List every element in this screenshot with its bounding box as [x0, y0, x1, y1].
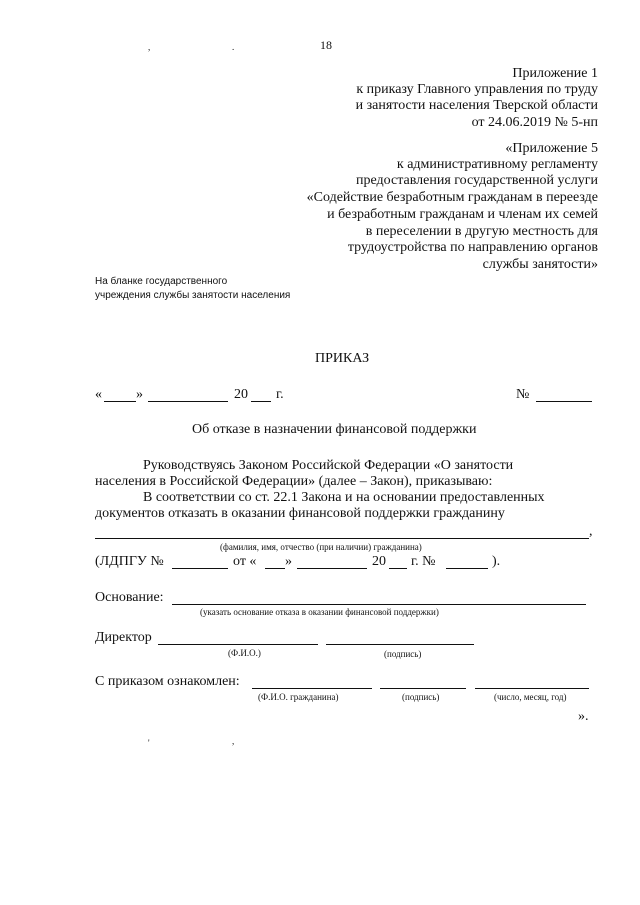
ldpgu-doc-number-field[interactable] — [446, 568, 488, 569]
blank-note-line: учреждения службы занятости населения — [95, 290, 291, 301]
scan-mark: ' — [148, 738, 150, 748]
appendix5-title: «Приложение 5 — [505, 141, 598, 156]
scan-mark: , — [232, 736, 235, 746]
appendix5-line: в переселении в другую местность для — [365, 224, 598, 239]
appendix5-line: и безработным гражданам и членам их семей — [327, 207, 598, 222]
paragraph-line: В соответствии со ст. 22.1 Закона и на основании предоставленных — [143, 490, 545, 505]
ldpgu-month-field[interactable] — [297, 568, 367, 569]
fio-caption: (фамилия, имя, отчество (при наличии) гражданина) — [220, 542, 422, 552]
acq-fio-caption: (Ф.И.О. гражданина) — [258, 692, 339, 702]
number-label: № — [516, 387, 530, 402]
director-label: Директор — [95, 630, 152, 645]
paragraph-line: документов отказать в оказании финансовой поддержки гражданину — [95, 506, 505, 521]
citizen-fio-field[interactable] — [95, 538, 589, 539]
paragraph-line: населения в Российской Федерации» (далее – Закон), приказываю: — [95, 474, 493, 489]
ldpgu-day-field[interactable] — [265, 568, 285, 569]
page-number: 18 — [320, 38, 332, 52]
month-field[interactable] — [148, 401, 228, 402]
year-field[interactable] — [251, 401, 271, 402]
order-number-field[interactable] — [536, 401, 592, 402]
ldpgu-number-field[interactable] — [172, 568, 228, 569]
ldpgu-year: 20 — [372, 554, 386, 569]
scan-mark: , — [148, 42, 151, 52]
appendix1-line: к приказу Главного управления по труду — [356, 82, 598, 97]
appendix5-line: трудоустройства по направлению органов — [347, 240, 598, 255]
scan-mark: . — [232, 42, 235, 52]
acq-date-caption: (число, месяц, год) — [494, 692, 567, 702]
order-subject: Об отказе в назначении финансовой поддержки — [192, 422, 477, 437]
basis-caption: (указать основание отказа в оказании финансовой поддержки) — [200, 607, 439, 617]
date-quote-open: « — [95, 387, 102, 402]
director-fio-caption: (Ф.И.О.) — [228, 648, 261, 658]
basis-field[interactable] — [172, 604, 586, 605]
director-sign-caption: (подпись) — [384, 649, 422, 659]
appendix1-title: Приложение 1 — [512, 66, 598, 81]
paragraph-line: Руководствуясь Законом Российской Федерации «О занятости — [143, 458, 514, 473]
appendix1-line: и занятости населения Тверской области — [355, 98, 598, 113]
blank-note-line: На бланке государственного — [95, 276, 228, 287]
appendix5-line: службы занятости» — [482, 257, 598, 272]
closing-quote: ». — [578, 709, 589, 724]
day-field[interactable] — [104, 401, 136, 402]
acquainted-label: С приказом ознакомлен: — [95, 674, 240, 689]
ldpgu-year-suffix: г. № — [411, 554, 436, 569]
acq-sign-field[interactable] — [380, 688, 466, 689]
director-sign-field[interactable] — [326, 644, 474, 645]
ldpgu-close: ). — [492, 554, 501, 569]
basis-label: Основание: — [95, 590, 164, 605]
fio-comma: , — [589, 524, 593, 539]
year-prefix: 20 — [234, 387, 248, 402]
appendix5-line: предоставления государственной услуги — [356, 173, 598, 188]
order-title: ПРИКАЗ — [315, 351, 370, 366]
director-fio-field[interactable] — [158, 644, 318, 645]
appendix5-line: к административному регламенту — [396, 157, 598, 172]
date-quote-close: » — [136, 387, 143, 402]
appendix1-line: от 24.06.2019 № 5-нп — [471, 115, 598, 130]
ldpgu-from: от « — [233, 554, 257, 569]
acq-date-field[interactable] — [475, 688, 589, 689]
appendix5-line: «Содействие безработным гражданам в переезде — [306, 190, 598, 205]
ldpgu-open: (ЛДПГУ № — [95, 554, 164, 569]
acq-fio-field[interactable] — [252, 688, 372, 689]
ldpgu-year-field[interactable] — [389, 568, 407, 569]
acq-sign-caption: (подпись) — [402, 692, 440, 702]
ldpgu-quote-close: » — [285, 554, 292, 569]
year-suffix: г. — [276, 387, 284, 402]
